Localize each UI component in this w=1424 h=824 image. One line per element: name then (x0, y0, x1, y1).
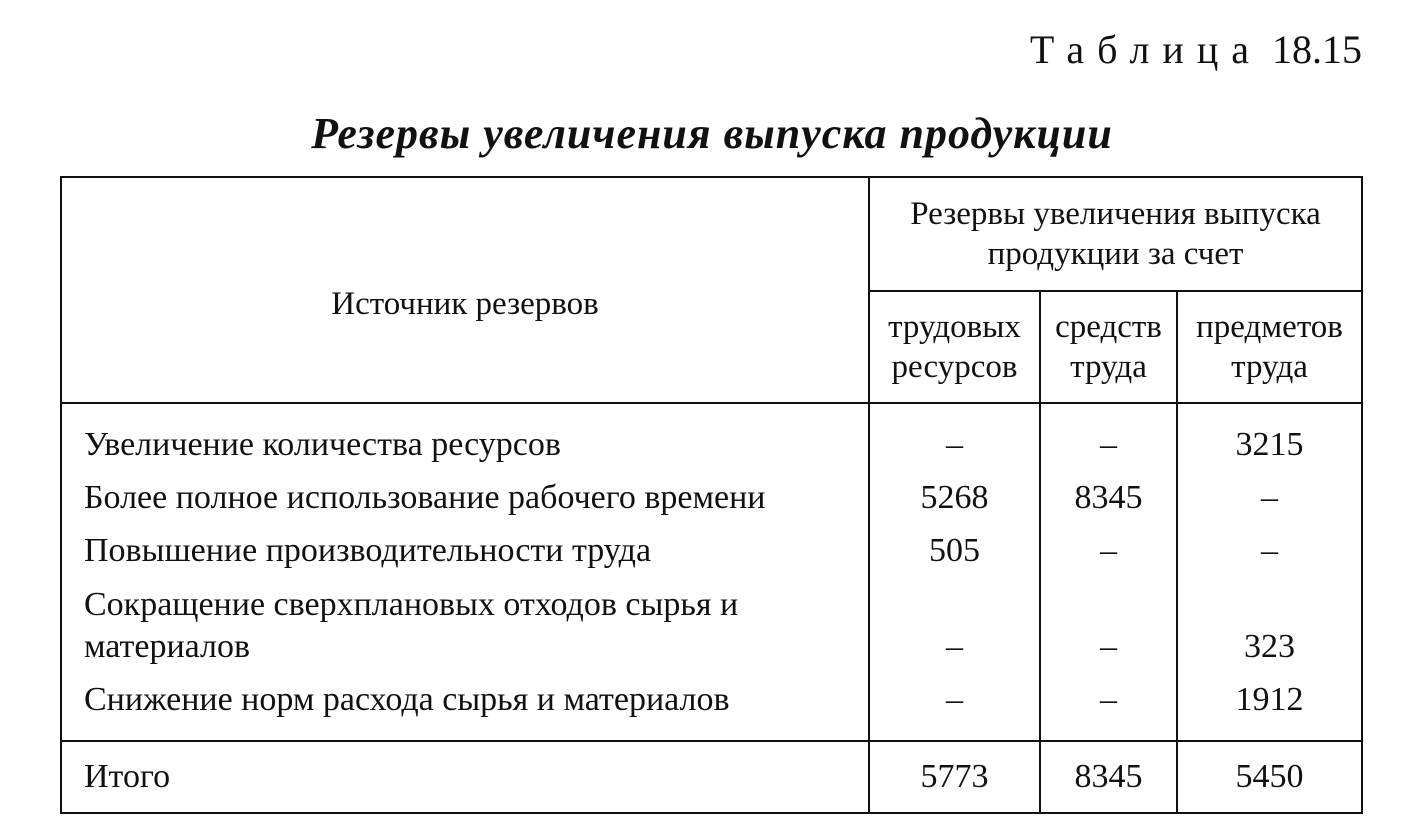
reserves-table (60, 176, 1363, 814)
table-number (1029, 27, 1362, 72)
header-row-group (61, 177, 1362, 291)
row-labor: 5268 (869, 471, 1040, 524)
table-row (61, 471, 1362, 524)
row-source: Повышение производительности труда (61, 524, 869, 577)
row-labor: – (869, 673, 1040, 741)
row-means: 8345 (1040, 471, 1177, 524)
header-col-labor: трудовых ресурсов (869, 291, 1040, 403)
row-source: Сокращение сверхплановых отходов сырья и материалов (61, 577, 869, 673)
row-labor: 505 (869, 524, 1040, 577)
row-source: Снижение норм расхода сырья и материалов (61, 673, 869, 741)
table-number-word: Таблица (1029, 27, 1262, 72)
table-row (61, 403, 1362, 471)
row-objects: 1912 (1177, 673, 1362, 741)
row-source: Более полное использование рабочего времени (61, 471, 869, 524)
row-means: – (1040, 673, 1177, 741)
row-means: – (1040, 524, 1177, 577)
row-objects: 323 (1177, 577, 1362, 673)
total-labor: 5773 (869, 741, 1040, 813)
total-objects: 5450 (1177, 741, 1362, 813)
row-objects: – (1177, 471, 1362, 524)
total-row (61, 741, 1362, 813)
header-col-means: средств труда (1040, 291, 1177, 403)
header-group: Резервы увеличения выпуска продукции за счет (869, 177, 1362, 291)
row-means: – (1040, 577, 1177, 673)
row-source: Увеличение количества ресурсов (61, 403, 869, 471)
table-row (61, 673, 1362, 741)
row-labor: – (869, 577, 1040, 673)
row-means: – (1040, 403, 1177, 471)
table-number-value: 18.15 (1272, 27, 1362, 72)
total-label: Итого (61, 741, 869, 813)
table-row (61, 524, 1362, 577)
table-row (61, 577, 1362, 673)
header-col-objects: предметов труда (1177, 291, 1362, 403)
row-objects: – (1177, 524, 1362, 577)
total-means: 8345 (1040, 741, 1177, 813)
row-objects: 3215 (1177, 403, 1362, 471)
table-title: Резервы увеличения выпуска продукции (311, 109, 1113, 158)
header-source: Источник резервов (61, 177, 869, 403)
row-labor: – (869, 403, 1040, 471)
